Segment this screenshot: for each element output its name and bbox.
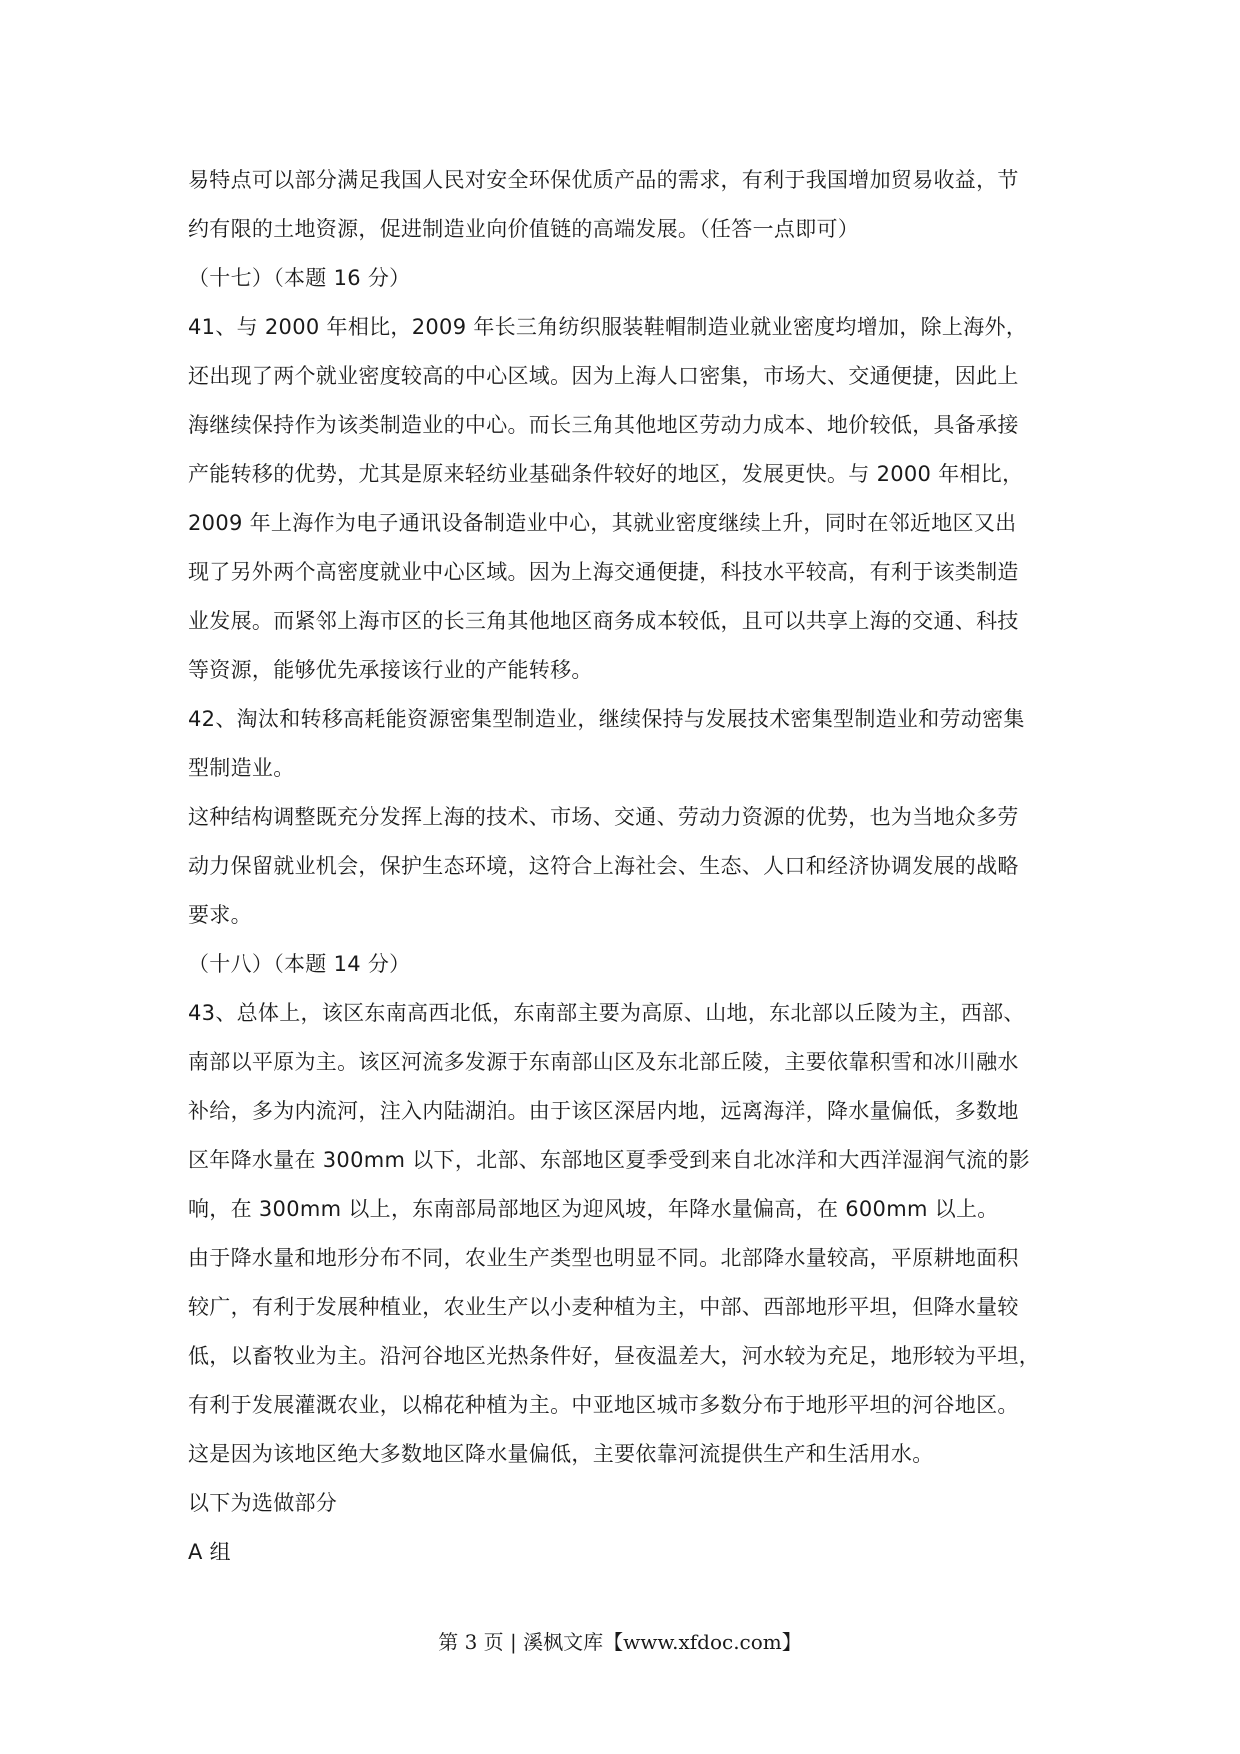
text-line: 南部以平原为主。该区河流多发源于东南部山区及东北部丘陵，主要依靠积雪和冰川融水 bbox=[188, 1050, 1019, 1074]
text-line: 这是因为该地区绝大多数地区降水量偏低，主要依靠河流提供生产和生活用水。 bbox=[188, 1442, 934, 1466]
document-body bbox=[188, 156, 1060, 1577]
text-line: 2009 年上海作为电子通讯设备制造业中心，其就业密度继续上升，同时在邻近地区又出 bbox=[188, 511, 1017, 535]
text-line: 要求。 bbox=[188, 903, 252, 927]
text-line: 这种结构调整既充分发挥上海的技术、市场、交通、劳动力资源的优势，也为当地众多劳 bbox=[188, 805, 1019, 829]
text-line: 业发展。而紧邻上海市区的长三角其他地区商务成本较低，且可以共享上海的交通、科技 bbox=[188, 609, 1019, 633]
text-line: 由于降水量和地形分布不同，农业生产类型也明显不同。北部降水量较高，平原耕地面积 bbox=[188, 1246, 1019, 1270]
text-line: 响，在 300mm 以上，东南部局部地区为迎风坡，年降水量偏高，在 600mm 以上。 bbox=[188, 1197, 999, 1221]
text-line: 现了另外两个高密度就业中心区域。因为上海交通便捷，科技水平较高，有利于该类制造 bbox=[188, 560, 1019, 584]
text-line: 海继续保持作为该类制造业的中心。而长三角其他地区劳动力成本、地价较低，具备承接 bbox=[188, 413, 1019, 437]
text-line: 区年降水量在 300mm 以下，北部、东部地区夏季受到来自北冰洋和大西洋湿润气流的影 bbox=[188, 1148, 1030, 1172]
text-line: 等资源，能够优先承接该行业的产能转移。 bbox=[188, 658, 593, 682]
section-heading: （十七）（本题 16 分） bbox=[188, 266, 411, 290]
text-line: 约有限的土地资源，促进制造业向价值链的高端发展。（任答一点即可） bbox=[188, 217, 860, 241]
text-line: 低，以畜牧业为主。沿河谷地区光热条件好，昼夜温差大，河水较为充足，地形较为平坦， bbox=[188, 1344, 1040, 1368]
text-line: 易特点可以部分满足我国人民对安全环保优质产品的需求，有利于我国增加贸易收益，节 bbox=[188, 168, 1019, 192]
page-footer: 第 3 页 | 溪枫文库【www.xfdoc.com】 bbox=[438, 1630, 802, 1654]
text-line: 43、总体上，该区东南高西北低，东南部主要为高原、山地，东北部以丘陵为主，西部、 bbox=[188, 1001, 1025, 1025]
text-line: 以下为选做部分 bbox=[188, 1491, 338, 1515]
text-line: 补给，多为内流河，注入内陆湖泊。由于该区深居内地，远离海洋，降水量偏低，多数地 bbox=[188, 1099, 1019, 1123]
group-label: A 组 bbox=[188, 1540, 231, 1564]
text-line: 42、淘汰和转移高耗能资源密集型制造业，继续保持与发展技术密集型制造业和劳动密集 bbox=[188, 707, 1025, 731]
text-line: 动力保留就业机会，保护生态环境，这符合上海社会、生态、人口和经济协调发展的战略 bbox=[188, 854, 1019, 878]
text-line: 有利于发展灌溉农业，以棉花种植为主。中亚地区城市多数分布于地形平坦的河谷地区。 bbox=[188, 1393, 1019, 1417]
text-line: 41、与 2000 年相比，2009 年长三角纺织服装鞋帽制造业就业密度均增加，除上海外， bbox=[188, 315, 1028, 339]
text-line: 较广，有利于发展种植业，农业生产以小麦种植为主，中部、西部地形平坦，但降水量较 bbox=[188, 1295, 1019, 1319]
text-line: 产能转移的优势，尤其是原来轻纺业基础条件较好的地区，发展更快。与 2000 年相比， bbox=[188, 462, 1024, 486]
text-line: 型制造业。 bbox=[188, 756, 295, 780]
text-line: 还出现了两个就业密度较高的中心区域。因为上海人口密集，市场大、交通便捷，因此上 bbox=[188, 364, 1019, 388]
section-heading: （十八）（本题 14 分） bbox=[188, 952, 411, 976]
